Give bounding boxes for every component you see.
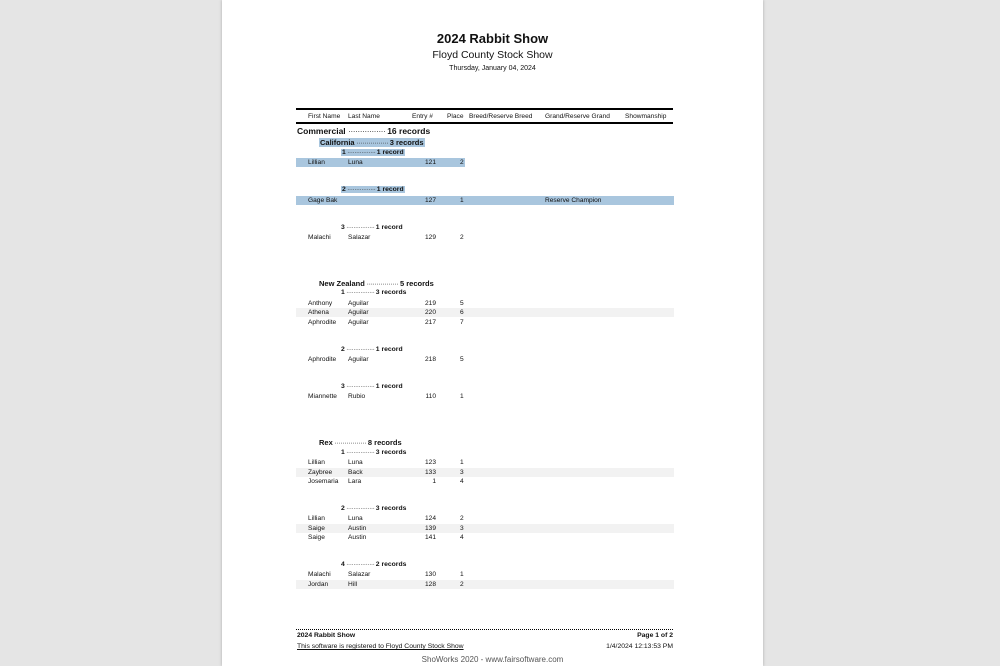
group-count: 16 records (387, 126, 431, 136)
col-last-name: Last Name (348, 113, 380, 120)
class-header: 3 ················ 1 record (341, 224, 403, 231)
class-header: 2 ················ 1 record (342, 186, 404, 193)
group-header: Commercial ················ 16 records (297, 126, 431, 136)
class-header: 2 ················ 1 record (341, 346, 403, 353)
col-place: Place (447, 113, 464, 120)
table-row: Lillian Luna 123 1 (308, 459, 464, 466)
col-grand-reserve: Grand/Reserve Grand (545, 113, 610, 120)
class-header: 1 ················ 1 record (342, 149, 404, 156)
class-header: 4 ················ 2 records (341, 561, 407, 568)
breed-header: Rex ················ 8 records (319, 438, 402, 447)
table-row: Aphrodite Aguilar 218 5 (308, 356, 464, 363)
table-row: Malachi Salazar 129 2 (308, 234, 464, 241)
report-title: 2024 Rabbit Show (436, 31, 549, 46)
header-bottom-rule (296, 122, 673, 124)
table-row: Gage Bak 127 1 Reserve Champion (296, 196, 674, 205)
group-name: Commercial (297, 126, 346, 136)
table-row: Anthony Aguilar 219 5 (308, 300, 464, 307)
class-header: 1 ················ 3 records (341, 449, 407, 456)
table-row: Zaybree Back 133 3 (296, 468, 674, 477)
breed-header: California ················ 3 records (320, 138, 424, 147)
report-date: Thursday, January 04, 2024 (449, 65, 536, 72)
table-row: Lillian Luna 121 2 (296, 158, 465, 167)
header-top-rule (296, 108, 673, 110)
report-subtitle: Floyd County Stock Show (432, 49, 553, 61)
col-showmanship: Showmanship (625, 113, 667, 120)
table-row: Aphrodite Aguilar 217 7 (308, 319, 464, 326)
software-brand: ShoWorks 2020 - www.fairsoftware.com (421, 655, 564, 664)
table-row: Lillian Luna 124 2 (308, 515, 464, 522)
table-row: Saige Austin 141 4 (308, 534, 464, 541)
table-row: Josemaria Lara 1 4 (308, 478, 464, 485)
col-first-name: First Name (308, 113, 341, 120)
class-header: 2 ················ 3 records (341, 505, 407, 512)
class-header: 3 ················ 1 record (341, 383, 403, 390)
class-header: 1 ················ 3 records (341, 289, 407, 296)
registration-link[interactable]: This software is registered to Floyd County Stock Show (297, 643, 464, 650)
table-row: Jordan Hill 128 2 (296, 580, 674, 589)
table-row: Athena Aguilar 220 6 (296, 308, 674, 317)
footer-title: 2024 Rabbit Show (297, 632, 356, 639)
footer-timestamp: 1/4/2024 12:13:53 PM (606, 643, 673, 650)
col-entry: Entry # (412, 113, 433, 120)
footer-page-number: Page 1 of 2 (637, 632, 673, 639)
col-breed-reserve: Breed/Reserve Breed (469, 113, 533, 120)
report-page (222, 0, 763, 666)
footer-rule (296, 629, 673, 630)
table-row: Saige Austin 139 3 (296, 524, 674, 533)
breed-header: New Zealand ················ 5 records (319, 279, 434, 288)
breed-count: 3 records (389, 138, 424, 147)
breed-name: California (320, 138, 355, 147)
table-row: Miannette Rubio 110 1 (308, 393, 464, 400)
table-row: Malachi Salazar 130 1 (308, 571, 464, 578)
